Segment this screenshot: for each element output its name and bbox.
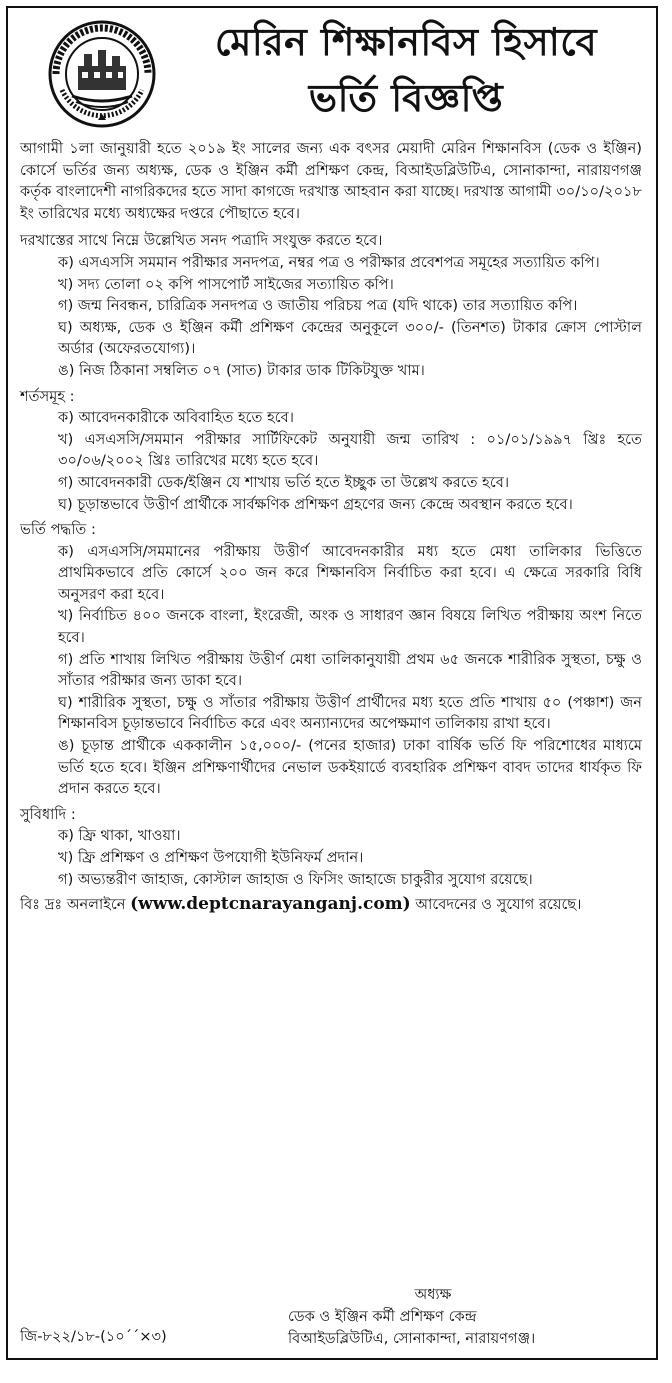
admission-item: ঙ) চূড়ান্ত প্রার্থীকে এককালীন ১৫,০০০/- (পনের হাজার) ঢাকা বার্ষিক ভর্তি ফি পরিশোধের মাধ্যমে ভর্তি হতে হবে। ইঞ্জিন প্রশিক্ষণার্থীদের নেভাল ডকইয়ার্ডে ব্যবহারিক প্রশিক্ষণ বাবদ তাদের ধার্যকৃত ফি প্রদান করতে হবে। <box>58 737 642 798</box>
admission-item: ক) এসএসসি/সমমানের পরীক্ষায় উত্তীর্ণ আবেদনকারীর মধ্য হতে মেধা তালিকার ভিত্তিতে প্রাথমিকভাবে প্রতি কোর্সে ২০০ জন করে শিক্ষানবিস নির্বাচিত করা হবে। এ ক্ষেত্রে সরকারি বিধি অনুসরণ করা হবে। <box>58 542 642 603</box>
admission-heading: ভর্তি পদ্ধতি : <box>20 521 96 539</box>
document-item: ঙ) নিজ ঠিকানা সম্বলিত ০৭ (সাত) টাকার ডাক টিকিটযুক্ত খাম। <box>58 361 425 379</box>
admission-item: খ) নির্বাচিত ৪০০ জনকে বাংলা, ইংরেজী, অংক ও সাধারণ জ্ঞান বিষয়ে লিখিত পরীক্ষায় অংশ নিতে হবে। <box>58 607 642 647</box>
admission-item: গ) প্রতি শাখায় লিখিত পরীক্ষায় উত্তীর্ণ মেধা তালিকানুযায়ী প্রথম ৬৫ জনকে শারীরিক সুস্থতা, চক্ষু ও সাঁতার পরীক্ষার জন্য ডাকা হবে। <box>58 650 642 690</box>
title-line-2: ভর্তি বিজ্ঞপ্তি <box>308 75 504 120</box>
document-item: খ) সদ্য তোলা ০২ কপি পাসপোর্ট সাইজের সত্যায়িত কপি। <box>58 275 394 293</box>
condition-item: গ) আবেদনকারী ডেক/ইঞ্জিন যে শাখায় ভর্তি হতে ইচ্ছুক তা উল্লেখ করতে হবে। <box>58 473 510 491</box>
notice-page <box>6 6 658 1360</box>
notice-title <box>166 14 646 126</box>
online-note <box>20 894 642 916</box>
conditions-heading: শর্তসমূহ : <box>20 387 75 405</box>
reference-code: জি-৮২২/১৮-(১০´´×৩) <box>20 1328 167 1345</box>
condition-item: ক) আবেদনকারীকে অবিবাহিত হতে হবে। <box>58 409 295 427</box>
notice-header <box>8 8 656 136</box>
note-prefix: বিঃ দ্রঃ অনলাইনে <box>20 896 126 914</box>
facility-item: গ) অভ্যন্তরীণ জাহাজ, কোস্টাল জাহাজ ও ফিসিং জাহাজে চাকুরীর সুযোগ রয়েছে। <box>58 870 533 888</box>
document-item: ক) এসএসসি সমমান পরীক্ষার সনদপত্র, নম্বর পত্র ও পরীক্ষার প্রবেশপত্র সমূহের সত্যায়িত কপি। <box>58 253 600 271</box>
condition-item: খ) এসএসসি/সমমান পরীক্ষার সার্টিফিকেট অনুযায়ী জন্ম তারিখ : ০১/০১/১৯৯৭ খ্রিঃ হতে ৩০/০৬/২০০২ খ্রিঃ তারিখের মধ্যে হতে হবে। <box>58 430 642 470</box>
document-item: গ) জন্ম নিবন্ধন, চারিত্রিক সনদপত্র ও জাতীয় পরিচয় পত্র (যদি থাকে) তার সত্যায়িত কপি। <box>58 297 578 315</box>
website-link[interactable]: (www.deptcnarayanganj.com) <box>130 894 411 915</box>
intro-paragraph: আগামী ১লা জানুয়ারী হতে ২০১৯ ইং সালের জন্য এক বৎসর মেয়াদী মেরিন শিক্ষানবিস (ডেক ও ইঞ্জিন) কোর্সে ভর্তির জন্য অধ্যক্ষ, ডেক ও ইঞ্জিন কর্মী প্রশিক্ষণ কেন্দ্র, বিআইডব্লিউটিএ, সোনাকান্দা, নারায়ণগঞ্জ কর্তৃক বাংলাদেশী নাগরিকদের হতে সাদা কাগজে দরখাস্ত আহবান করা যাচ্ছে। দরখাস্ত আগামী ৩০/১০/২০১৮ ইং তারিখের মধ্যে অধ্যক্ষের দপ্তরে পৌছাতে হবে। <box>20 140 642 222</box>
facility-item: ক) ফ্রি থাকা, খাওয়া। <box>58 827 181 845</box>
facilities-heading: সুবিধাদি : <box>20 805 76 823</box>
note-suffix: আবেদনের ও সুযোগ রয়েছে। <box>415 896 582 914</box>
document-item: ঘ) অধ্যক্ষ, ডেক ও ইঞ্জিন কর্মী প্রশিক্ষণ কেন্দ্রের অনুকূলে ৩০০/- (তিনশত) টাকার ক্রোস পোস্টাল অর্ডার (অফেরতযোগ্য)। <box>58 318 642 358</box>
facility-item: খ) ফ্রি প্রশিক্ষণ ও প্রশিক্ষণ উপযোগী ইউনিফর্ম প্রদান। <box>58 849 364 866</box>
signature-title: অধ্যক্ষ <box>414 1286 452 1303</box>
admission-item: ঘ) শারীরিক সুস্থতা, চক্ষু ও সাঁতার পরীক্ষায় উত্তীর্ণ প্রার্থীদের মধ্য হতে প্রতি শাখায় ৫০ (পঞ্চাশ) জন শিক্ষানবিস চূড়ান্তভাবে নির্বাচিত করে এবং অন্যান্যদের অপেক্ষমাণ তালিকায় রাখা হবে। <box>58 693 642 733</box>
notice-body <box>20 138 642 916</box>
signature-line-2: বিআইডব্লিউটিএ, সোনাকান্দা, নারায়ণগঞ্জ। <box>288 1330 536 1347</box>
condition-item: ঘ) চূড়ান্তভাবে উত্তীর্ণ প্রার্থীকে সার্বক্ষণিক প্রশিক্ষণ গ্রহণের জন্য কেন্দ্রে অবস্থান করতে হবে। <box>58 495 573 513</box>
documents-heading: দরখাস্তের সাথে নিম্নে উল্লেখিত সনদ পত্রাদি সংযুক্ত করতে হবে। <box>20 232 383 250</box>
title-line-1: মেরিন শিক্ষানবিস হিসাবে <box>214 19 598 64</box>
signature-block <box>288 1284 618 1350</box>
signature-line-1: ডেক ও ইঞ্জিন কর্মী প্রশিক্ষণ কেন্দ্র <box>288 1308 477 1325</box>
institute-seal-logo <box>48 20 156 128</box>
